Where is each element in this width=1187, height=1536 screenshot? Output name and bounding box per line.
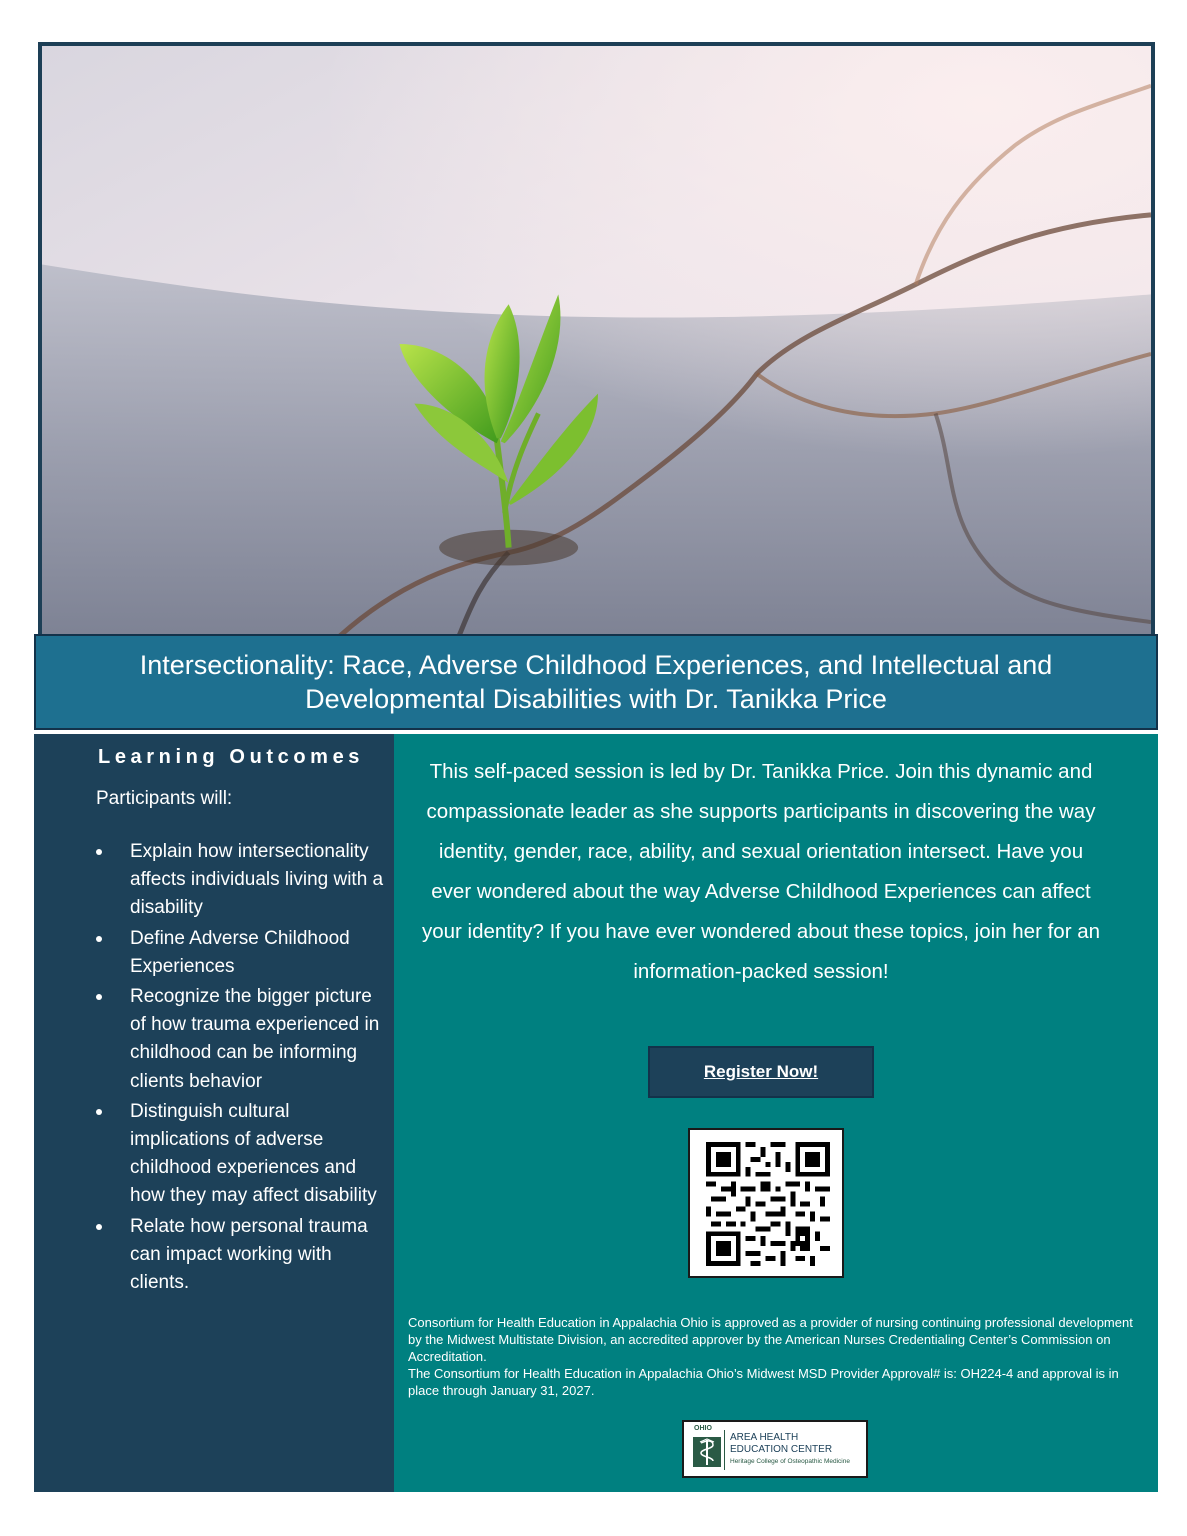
qr-code-frame[interactable] [688, 1128, 844, 1278]
session-description: This self-paced session is led by Dr. Tanikka Price. Join this dynamic and compassionate leader as she supports participants in discovering the way identity, gender, race, ability, and sexual orientation intersect. Have you ever wondered about the way Adverse Childhood Experiences can affect your identity? If you have ever wondered about these topics, join her for an information-packed session! [421, 760, 1101, 983]
accreditation-line: The Consortium for Health Education in Appalachia Ohio’s Midwest MSD Provider Approval# is: OH224-4 and approval is in place through January 31, 2027. [408, 1366, 1119, 1398]
list-item: Define Adverse Childhood Experiences [96, 925, 386, 981]
ahec-logo [682, 1420, 868, 1478]
page-title: Intersectionality: Race, Adverse Childhood Experiences, and Intellectual and Developmental Disabilities with Dr. Tanikka Price [139, 650, 1053, 714]
ohio-seal-text: OHIO [694, 1425, 712, 1432]
list-item: Relate how personal trauma can impact working with clients. [96, 1213, 386, 1298]
bullet-icon [96, 849, 102, 855]
learning-outcomes-panel [34, 734, 394, 1492]
logo-divider [724, 1430, 725, 1470]
bullet-icon [96, 994, 102, 1000]
accreditation-line: Consortium for Health Education in Appalachia Ohio is approved as a provider of nursing continuing professional development by the Midwest Multistate Division, an accredited approver by the American Nurses Credentialing Center’s Commission on Accreditation. [408, 1315, 1133, 1364]
sprout-in-pavement-illustration [42, 46, 1151, 636]
logo-line-2: EDUCATION CENTER [730, 1444, 833, 1455]
learning-outcomes-heading: Learning Outcomes [98, 746, 365, 768]
bullet-icon [96, 936, 102, 942]
qr-code-icon [706, 1142, 830, 1266]
accreditation-statement [408, 1314, 1138, 1399]
list-item: Recognize the bigger picture of how trauma experienced in childhood can be informing clients behavior [96, 983, 386, 1096]
hero-image [38, 42, 1155, 636]
title-banner [34, 634, 1158, 730]
bullet-icon [96, 1224, 102, 1230]
register-now-button[interactable]: Register Now! [648, 1046, 874, 1098]
session-details-panel [394, 734, 1158, 1492]
logo-line-3: Heritage College of Osteopathic Medicine [730, 1458, 850, 1465]
learning-outcomes-list [96, 838, 386, 1299]
learning-outcomes-intro: Participants will: [96, 788, 233, 809]
list-item: Explain how intersectionality affects individuals living with a disability [96, 838, 386, 923]
caduceus-icon [692, 1428, 722, 1470]
bullet-icon [96, 1109, 102, 1115]
list-item: Distinguish cultural implications of adverse childhood experiences and how they may affect disability [96, 1098, 386, 1211]
logo-line-1: AREA HEALTH [730, 1432, 799, 1443]
